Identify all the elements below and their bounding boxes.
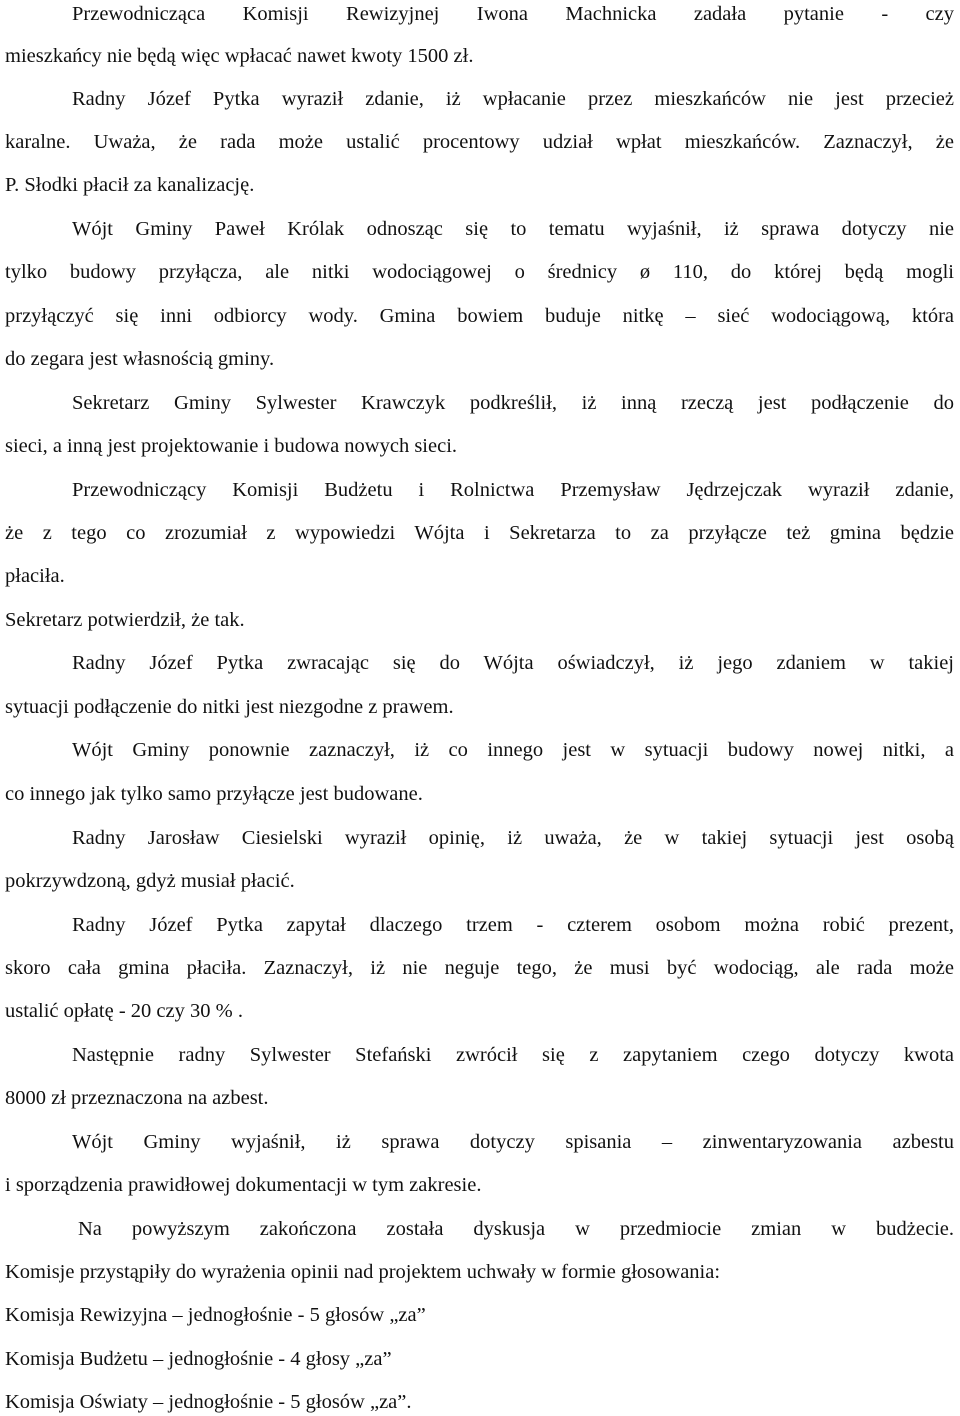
text-line: do zegara jest własnością gminy. [5, 348, 275, 370]
text-line: Sekretarz Gminy Sylwester Krawczyk podkreślił, iż inną rzeczą jest podłączenie do [72, 392, 954, 414]
text-line: Sekretarz potwierdził, że tak. [5, 609, 245, 631]
text-line: pokrzywdzoną, gdyż musiał płacić. [5, 870, 295, 892]
text-line: Radny Józef Pytka zwracając się do Wójta oświadczył, iż jego zdaniem w takiej [72, 652, 954, 674]
text-line: skoro cała gmina płaciła. Zaznaczył, iż nie neguje tego, że musi być wodociąg, ale rada może [5, 957, 954, 979]
text-line: Przewodniczący Komisji Budżetu i Rolnictwa Przemysław Jędrzejczak wyraził zdanie, [72, 479, 954, 501]
text-line: Wójt Gminy ponownie zaznaczył, iż co innego jest w sytuacji budowy nowej nitki, a [72, 739, 954, 761]
text-line: przyłączyć się inni odbiorcy wody. Gmina bowiem buduje nitkę – sieć wodociągową, która [5, 305, 954, 327]
text-line: płaciła. [5, 565, 65, 587]
text-line: Na powyższym zakończona została dyskusja w przedmiocie zmian w budżecie. [78, 1218, 954, 1240]
text-line: Wójt Gminy wyjaśnił, iż sprawa dotyczy spisania – zinwentaryzowania azbestu [72, 1131, 954, 1153]
text-line: Komisja Budżetu – jednogłośnie - 4 głosy „za” [5, 1348, 392, 1370]
text-line: karalne. Uważa, że rada może ustalić procentowy udział wpłat mieszkańców. Zaznaczył, że [5, 131, 954, 153]
text-line: że z tego co zrozumiał z wypowiedzi Wójta i Sekretarza to za przyłącze też gmina będzie [5, 522, 954, 544]
text-line: Radny Józef Pytka zapytał dlaczego trzem - czterem osobom można robić prezent, [72, 914, 954, 936]
text-line: P. Słodki płacił za kanalizację. [5, 174, 255, 196]
text-line: Komisja Oświaty – jednogłośnie - 5 głosów „za”. [5, 1391, 412, 1413]
text-line: Przewodnicząca Komisji Rewizyjnej Iwona Machnicka zadała pytanie - czy [72, 3, 954, 25]
text-line: sytuacji podłączenie do nitki jest niezgodne z prawem. [5, 696, 454, 718]
text-line: mieszkańcy nie będą więc wpłacać nawet kwoty 1500 zł. [5, 45, 474, 67]
text-line: tylko budowy przyłącza, ale nitki wodociągowej o średnicy ø 110, do której będą mogli [5, 261, 954, 283]
text-line: i sporządzenia prawidłowej dokumentacji w tym zakresie. [5, 1174, 482, 1196]
text-line: Komisje przystąpiły do wyrażenia opinii nad projektem uchwały w formie głosowania: [5, 1261, 721, 1283]
text-line: co innego jak tylko samo przyłącze jest budowane. [5, 783, 423, 805]
text-line: sieci, a inną jest projektowanie i budowa nowych sieci. [5, 435, 458, 457]
text-line: 8000 zł przeznaczona na azbest. [5, 1087, 269, 1109]
text-line: Radny Józef Pytka wyraził zdanie, iż wpłacanie przez mieszkańców nie jest przecież [72, 88, 954, 110]
text-line: ustalić opłatę - 20 czy 30 % . [5, 1000, 243, 1022]
text-line: Wójt Gminy Paweł Królak odnosząc się to tematu wyjaśnił, iż sprawa dotyczy nie [72, 218, 954, 240]
text-line: Następnie radny Sylwester Stefański zwrócił się z zapytaniem czego dotyczy kwota [72, 1044, 954, 1066]
text-line: Radny Jarosław Ciesielski wyraził opinię, iż uważa, że w takiej sytuacji jest osobą [72, 827, 954, 849]
text-line: Komisja Rewizyjna – jednogłośnie - 5 głosów „za” [5, 1304, 426, 1326]
